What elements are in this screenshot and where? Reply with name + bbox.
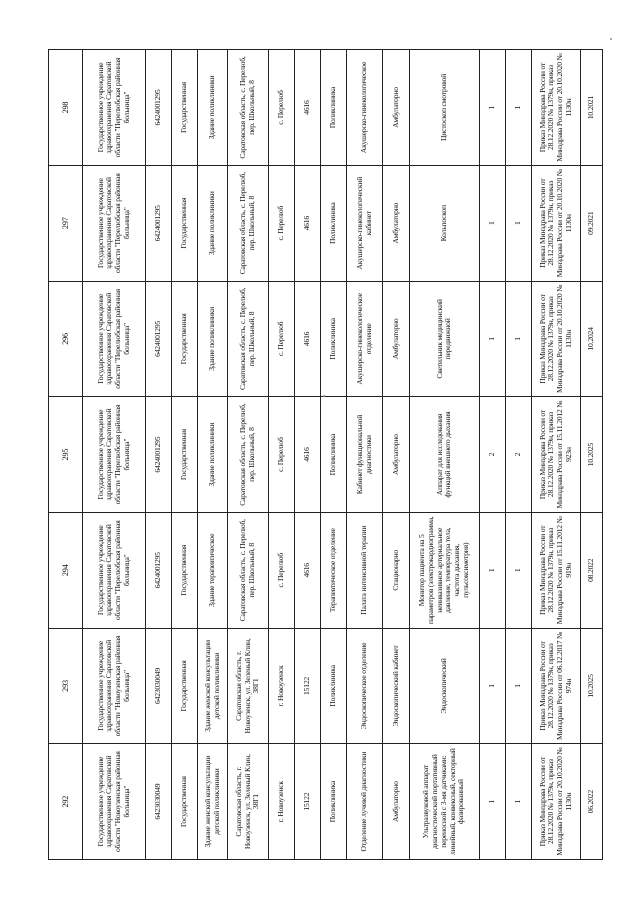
table-cell: 1: [506, 165, 532, 281]
table-cell: Приказ Минздрава России от 28.12.2020 № 1379н, приказ Минздрава России от 15.11.2012 № 919н: [532, 512, 580, 628]
table-cell: Государственное учреждение здравоохранения Саратовской области "Перелюбская районная больница": [83, 281, 145, 397]
table-cell: Здание поликлиники: [198, 281, 228, 397]
table-cell: г. Новоузенск: [268, 744, 294, 860]
table-cell: Саратовская область, с. Перелюб, пер. Школьный, 8: [228, 397, 268, 513]
table-cell: Кольпоскоп: [409, 165, 480, 281]
table-cell: Приказ Минздрава России от 28.12.2020 № 1379н, приказ Минздрава России от 20.10.2020 № 1130н: [532, 50, 580, 166]
table-cell: 08.2022: [580, 512, 602, 628]
table-cell: Здание женской консультации детской поликлиники: [198, 628, 228, 744]
table-cell: Терапевтическое отделение: [320, 512, 346, 628]
table-cell: 294: [49, 512, 83, 628]
table-cell: 1: [480, 50, 506, 166]
table-cell: 296: [49, 281, 83, 397]
scan-speck: [610, 38, 612, 40]
table-cell: Амбулаторно: [383, 281, 409, 397]
table-cell: Амбулаторно: [383, 165, 409, 281]
table-cell: Поликлиника: [320, 628, 346, 744]
table-cell: с. Перелюб: [268, 165, 294, 281]
table-cell: 6423030049: [145, 628, 171, 744]
table-cell: Амбулаторно: [383, 744, 409, 860]
table-cell: 4616: [294, 165, 320, 281]
ownership-row: [171, 50, 197, 860]
table-cell: Амбулаторно: [383, 50, 409, 166]
table-cell: 4616: [294, 50, 320, 166]
table-cell: Саратовская область, с. Перелюб, пер. Школьный, 8: [228, 50, 268, 166]
table-cell: 1: [506, 512, 532, 628]
table-cell: 4616: [294, 397, 320, 513]
table-cell: Акушерско-гинекологический кабинет: [347, 165, 383, 281]
table-cell: Поликлиника: [320, 744, 346, 860]
table-cell: Государственное учреждение здравоохранения Саратовской области "Перелюбская районная больница": [83, 512, 145, 628]
date-row: [580, 50, 602, 860]
population-row: [294, 50, 320, 860]
table-cell: Саратовская область, с. Перелюб, пер. Школьный, 8: [228, 512, 268, 628]
table-cell: 4616: [294, 512, 320, 628]
table-cell: Отделение лучевой диагностики: [347, 744, 383, 860]
table-cell: Государственное учреждение здравоохранения Саратовской области "Перелюбская районная больница": [83, 397, 145, 513]
locality-row: [268, 50, 294, 860]
order-basis-row: [532, 50, 580, 860]
rotated-table-container: [48, 50, 603, 860]
table-cell: 1: [506, 281, 532, 397]
table-cell: 10.2021: [580, 50, 602, 166]
building-row: [198, 50, 228, 860]
number-row: [49, 50, 83, 860]
table-cell: 15122: [294, 744, 320, 860]
table-cell: Государственное учреждение здравоохранения Саратовской области "Новоузенская районная больница": [83, 744, 145, 860]
table-cell: Государственное учреждение здравоохранения Саратовской области "Перелюбская районная больница": [83, 50, 145, 166]
table-cell: 295: [49, 397, 83, 513]
table-cell: Здание женской консультации детской поликлиники: [198, 744, 228, 860]
table-cell: Здание поликлиники: [198, 50, 228, 166]
table-cell: 1: [506, 50, 532, 166]
table-cell: с. Перелюб: [268, 397, 294, 513]
table-cell: 297: [49, 165, 83, 281]
table-cell: 09.2021: [580, 165, 602, 281]
organization-row: [83, 50, 145, 860]
table-cell: Саратовская область, с. Перелюб, пер. Школьный, 8: [228, 281, 268, 397]
table-cell: с. Перелюб: [268, 512, 294, 628]
table-cell: Здание поликлиники: [198, 397, 228, 513]
table-cell: 6424001295: [145, 512, 171, 628]
table-cell: 6424001295: [145, 165, 171, 281]
department-row: [347, 50, 383, 860]
table-cell: Амбулаторно: [383, 397, 409, 513]
table-cell: Приказ Минздрава России от 28.12.2020 № 1379н, приказ Минздрава России от 20.10.2020 № 1130н: [532, 281, 580, 397]
table-cell: Эндоскопический: [409, 628, 480, 744]
table-cell: Ультразвуковой аппарат диагностический портативный переносной с 3-мя датчиками: линейный, конвексный, секторный фазированный: [409, 744, 480, 860]
table-cell: Государственная: [171, 628, 197, 744]
table-cell: Приказ Минздрава России от 28.12.2020 № 1379н, приказ Минздрава России от 06.12.2017 № 974н: [532, 628, 580, 744]
table-cell: Цистоскоп смотровой: [409, 50, 480, 166]
table-cell: Поликлиника: [320, 397, 346, 513]
table-cell: Монитор пациента на 5 параметров (электрокардиограмма, неинвазивное артериальное давление, температура тела, частота дыхания, пульсоксиметрия): [409, 512, 480, 628]
table-cell: 1: [480, 744, 506, 860]
table-cell: 10.2025: [580, 397, 602, 513]
table-cell: Акушерско-гинекологическое: [347, 50, 383, 166]
table-cell: 15122: [294, 628, 320, 744]
table-cell: Приказ Минздрава России от 28.12.2020 № 1379н, приказ Минздрава России от 15.11.2012 № 923н: [532, 397, 580, 513]
table-cell: с. Перелюб: [268, 281, 294, 397]
table-cell: Светильник медицинский передвижной: [409, 281, 480, 397]
table-cell: 293: [49, 628, 83, 744]
table-cell: г. Новоузенск: [268, 628, 294, 744]
table-cell: 1: [480, 628, 506, 744]
table-cell: Саратовская область, г. Новоузенск, ул. Зеленый Клин, 38Г1: [228, 744, 268, 860]
table-cell: Поликлиника: [320, 281, 346, 397]
table-cell: 1: [480, 165, 506, 281]
address-row: [228, 50, 268, 860]
table-cell: 2: [480, 397, 506, 513]
table-cell: 6424001295: [145, 281, 171, 397]
unit-row: [320, 50, 346, 860]
table-cell: Здание терапевтическое: [198, 512, 228, 628]
table-cell: 1: [480, 512, 506, 628]
table-cell: Кабинет функциональной диагностики: [347, 397, 383, 513]
table-cell: с. Перелюб: [268, 50, 294, 166]
table-cell: 1: [480, 281, 506, 397]
table-cell: Приказ Минздрава России от 28.12.2020 № 1379н, приказ Минздрава России от 20.10.2020 № 1130н: [532, 744, 580, 860]
table-cell: Здание поликлиники: [198, 165, 228, 281]
table-cell: Государственная: [171, 50, 197, 166]
table-cell: 6424001295: [145, 50, 171, 166]
table-cell: Стационарно: [383, 512, 409, 628]
table-cell: 292: [49, 744, 83, 860]
table-cell: Государственная: [171, 744, 197, 860]
table-cell: Эндоскопическое отделение: [347, 628, 383, 744]
table-cell: 1: [506, 628, 532, 744]
table-cell: 298: [49, 50, 83, 166]
table-cell: Поликлиника: [320, 165, 346, 281]
table-cell: Акушерско-гинекологическое отделение: [347, 281, 383, 397]
required-count-row: [480, 50, 506, 860]
equipment-table: [48, 49, 603, 860]
equipment-row: [409, 50, 480, 860]
table-cell: Саратовская область, с. Перелюб, пер. Школьный, 8: [228, 165, 268, 281]
table-cell: Палата интенсивной терапии: [347, 512, 383, 628]
table-cell: Государственная: [171, 281, 197, 397]
table-cell: 2: [506, 397, 532, 513]
available-count-row: [506, 50, 532, 860]
table-cell: 06.2022: [580, 744, 602, 860]
table-cell: Государственное учреждение здравоохранения Саратовской области "Перелюбская районная больница": [83, 165, 145, 281]
care-form-row: [383, 50, 409, 860]
table-cell: Аппарат для исследования функций внешнего дыхания: [409, 397, 480, 513]
table-cell: 4616: [294, 281, 320, 397]
inn-row: [145, 50, 171, 860]
table-cell: 10.2025: [580, 628, 602, 744]
table-cell: Эндоскопический кабинет: [383, 628, 409, 744]
table-cell: 10.2024: [580, 281, 602, 397]
table-cell: 1: [506, 744, 532, 860]
table-cell: 6423030049: [145, 744, 171, 860]
table-cell: Государственное учреждение здравоохранения Саратовской области "Новоузенская районная больница": [83, 628, 145, 744]
scan-speck: [323, 395, 325, 397]
table-cell: 6424001295: [145, 397, 171, 513]
table-cell: Государственная: [171, 165, 197, 281]
table-cell: Приказ Минздрава России от 28.12.2020 № 1379н, приказ Минздрава России от 20.10.2020 № 1130н: [532, 165, 580, 281]
table-cell: Государственная: [171, 512, 197, 628]
table-cell: Государственная: [171, 397, 197, 513]
table-cell: Саратовская область, г. Новоузенск, ул. Зеленый Клин, 38Г1: [228, 628, 268, 744]
table-cell: Поликлиника: [320, 50, 346, 166]
